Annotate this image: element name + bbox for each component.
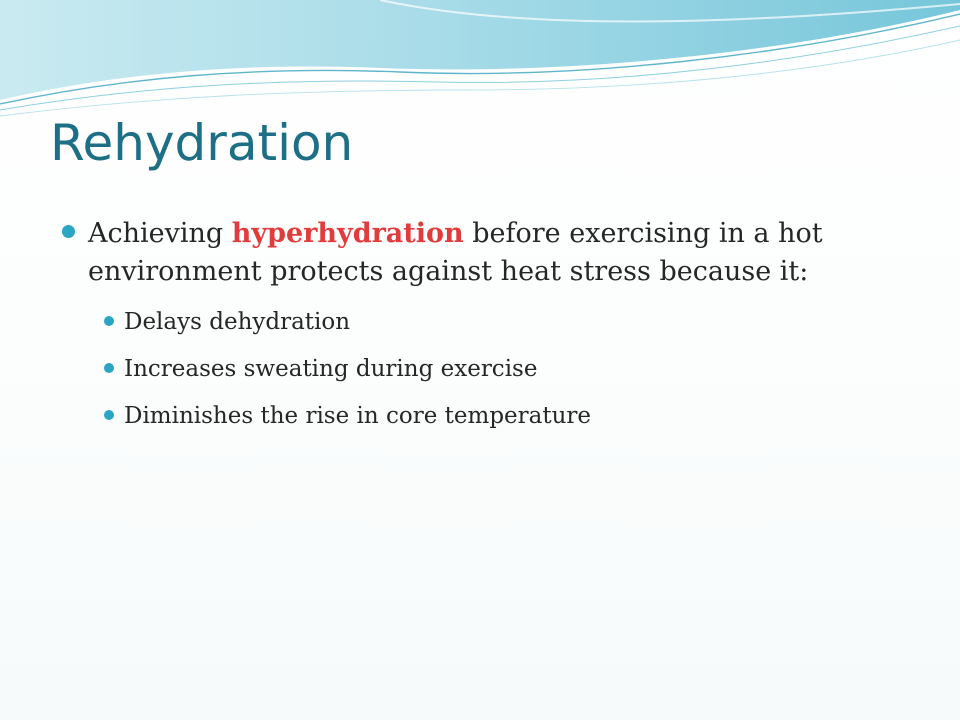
main-bullet xyxy=(62,215,902,291)
bullet-dot-icon xyxy=(104,363,114,373)
sub-bullet-text: Delays dehydration xyxy=(124,309,351,335)
sub-bullet xyxy=(104,307,902,337)
header-wave-decoration xyxy=(0,0,960,120)
slide-title: Rehydration xyxy=(50,114,354,172)
sub-bullet xyxy=(104,401,902,431)
sub-bullet xyxy=(104,354,902,384)
sub-bullet-text: Diminishes the rise in core temperature xyxy=(124,403,592,429)
sub-bullet-text: Increases sweating during exercise xyxy=(124,356,538,382)
bullet-dot-icon xyxy=(104,410,114,420)
main-bullet-text-after: before exercising in a hot environment protects against heat stress because it: xyxy=(88,218,823,287)
bullet-dot-icon xyxy=(104,316,114,326)
sub-bullet-list xyxy=(62,307,902,431)
main-bullet-text-before: Achieving xyxy=(88,218,232,249)
bullet-dot-icon xyxy=(62,225,75,238)
content-area xyxy=(62,215,902,448)
main-bullet-highlight: hyperhydration xyxy=(231,218,464,249)
